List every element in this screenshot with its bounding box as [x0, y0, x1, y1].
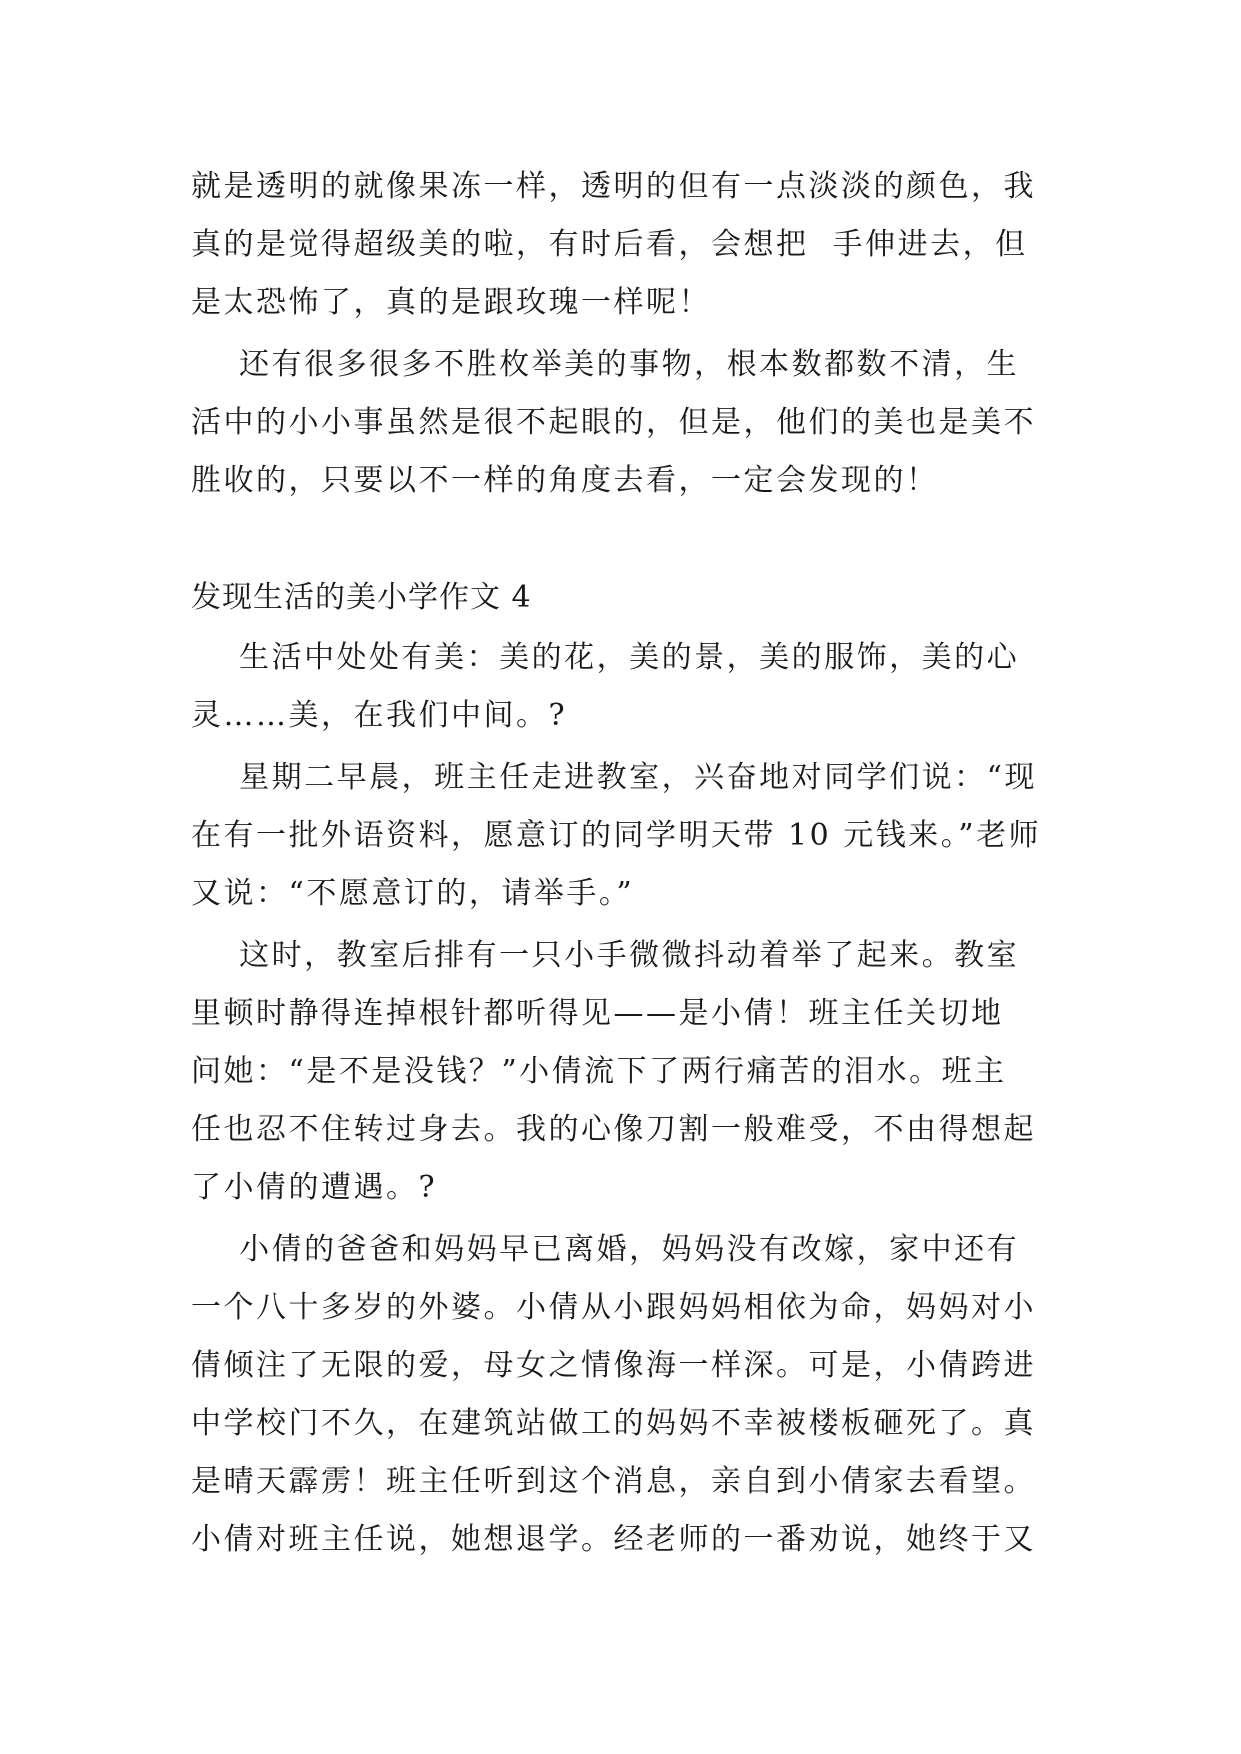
- paragraph-line: 中学校门不久，在建筑站做工的妈妈不幸被楼板砸死了。真: [191, 1406, 1036, 1441]
- paragraph-line: 星期二早晨，班主任走进教室，兴奋地对同学们说：“现: [191, 760, 1037, 795]
- paragraph-line: 在有一批外语资料，愿意订的同学明天带 10 元钱来。”老师: [191, 818, 1042, 853]
- paragraph-line: 了小倩的遭遇。?: [191, 1170, 438, 1205]
- paragraph-line: 任也忍不住转过身去。我的心像刀割一般难受，不由得想起: [191, 1112, 1036, 1147]
- paragraph-line: 就是透明的就像果冻一样，透明的但有一点淡淡的颜色，我: [191, 169, 1036, 204]
- paragraph-line: 真的是觉得超级美的啦，有时后看，会想把 手伸进去，但: [191, 227, 1028, 262]
- section-heading: 发现生活的美小学作文 4: [191, 580, 532, 615]
- paragraph-line: 是太恐怖了，真的是跟玫瑰一样呢！: [191, 285, 711, 320]
- paragraph-line: 胜收的，只要以不一样的角度去看，一定会发现的！: [191, 463, 939, 498]
- paragraph-line: 又说：“不愿意订的，请举手。”: [191, 876, 635, 911]
- paragraph-line: 是晴天霹雳！班主任听到这个消息，亲自到小倩家去看望。: [191, 1464, 1036, 1499]
- paragraph-line: 一个八十多岁的外婆。小倩从小跟妈妈相依为命，妈妈对小: [191, 1290, 1036, 1325]
- paragraph-line: 这时，教室后排有一只小手微微抖动着举了起来。教室: [191, 938, 1020, 973]
- paragraph-line: 还有很多很多不胜枚举美的事物，根本数都数不清，生: [191, 347, 1020, 382]
- paragraph-line: 小倩对班主任说，她想退学。经老师的一番劝说，她终于又: [191, 1522, 1036, 1557]
- paragraph-line: 小倩的爸爸和妈妈早已离婚，妈妈没有改嫁，家中还有: [191, 1232, 1020, 1267]
- paragraph-line: 里顿时静得连掉根针都听得见——是小倩！班主任关切地: [191, 996, 1004, 1031]
- paragraph-line: 活中的小小事虽然是很不起眼的，但是，他们的美也是美不: [191, 405, 1036, 440]
- paragraph-line: 灵……美，在我们中间。?: [191, 698, 568, 733]
- paragraph-line: 倩倾注了无限的爱，母女之情像海一样深。可是，小倩跨进: [191, 1348, 1036, 1383]
- paragraph-line: 问她：“是不是没钱？”小倩流下了两行痛苦的泪水。班主: [191, 1054, 1007, 1089]
- paragraph-line: 生活中处处有美：美的花，美的景，美的服饰，美的心: [191, 640, 1020, 675]
